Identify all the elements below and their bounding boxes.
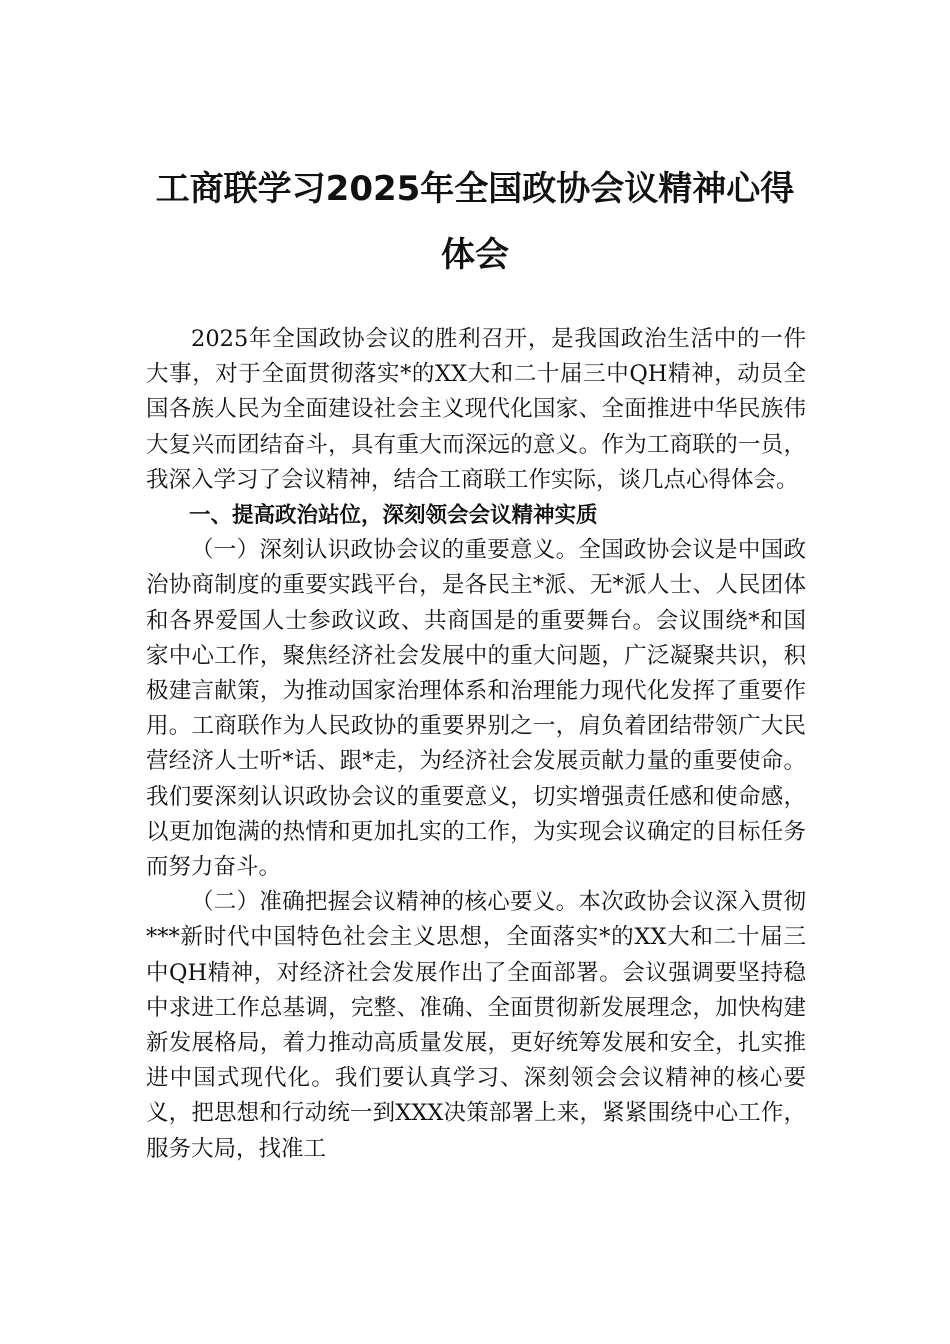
- subsection-text-1: 全国政协会议是中国政治协商制度的重要实践平台，是各民主*派、无*派人士、人民团体和各界爱国人士参政议政、共商国是的重要舞台。会议围绕*和国家中心工作，聚焦经济社会发展中的重大问题，广泛凝聚共识，积极建言献策，为推动国家治理体系和治理能力现代化发挥了重要作用。工商联作为人民政协的重要界别之一，肩负着团结带领广大民营经济人士听*话、跟*走，为经济社会发展贡献力量的重要使命。我们要深刻认识政协会议的重要意义，切实增强责任感和使命感，以更加饱满的热情和更加扎实的工作，为实现会议确定的目标任务而努力奋斗。: [146, 537, 806, 881]
- document-body: [146, 322, 806, 1167]
- subsection-lead-1: （一）深刻认识政协会议的重要意义。: [191, 537, 579, 564]
- subsection-paragraph-2: [146, 885, 806, 1167]
- subsection-paragraph-1: [146, 533, 806, 885]
- subsection-text-2: 本次政协会议深入贯彻***新时代中国特色社会主义思想，全面落实*的XX大和二十届三中QH精神，对经济社会发展作出了全面部署。会议强调要坚持稳中求进工作总基调，完整、准确、全面贯彻新发展理念，加快构建新发展格局，着力推动高质量发展，更好统筹发展和安全，扎实推进中国式现代化。我们要认真学习、深刻领会会议精神的核心要义，把思想和行动统一到XXX决策部署上来，紧紧围绕中心工作，服务大局，找准工: [146, 889, 806, 1162]
- section-heading: 一、提高政治站位，深刻领会会议精神实质: [189, 503, 598, 529]
- subsection-lead-2: （二）准确把握会议精神的核心要义。: [191, 889, 579, 916]
- document-title: 工商联学习2025年全国政协会议精神心得体会: [155, 169, 795, 275]
- intro-paragraph: 2025年全国政协会议的胜利召开，是我国政治生活中的一件大事，对于全面贯彻落实*的XX大和二十届三中QH精神，动员全国各族人民为全面建设社会主义现代化国家、全面推进中华民族伟大复兴而团结奋斗，具有重大而深远的意义。作为工商联的一员，我深入学习了会议精神，结合工商联工作实际，谈几点心得体会。: [146, 326, 806, 493]
